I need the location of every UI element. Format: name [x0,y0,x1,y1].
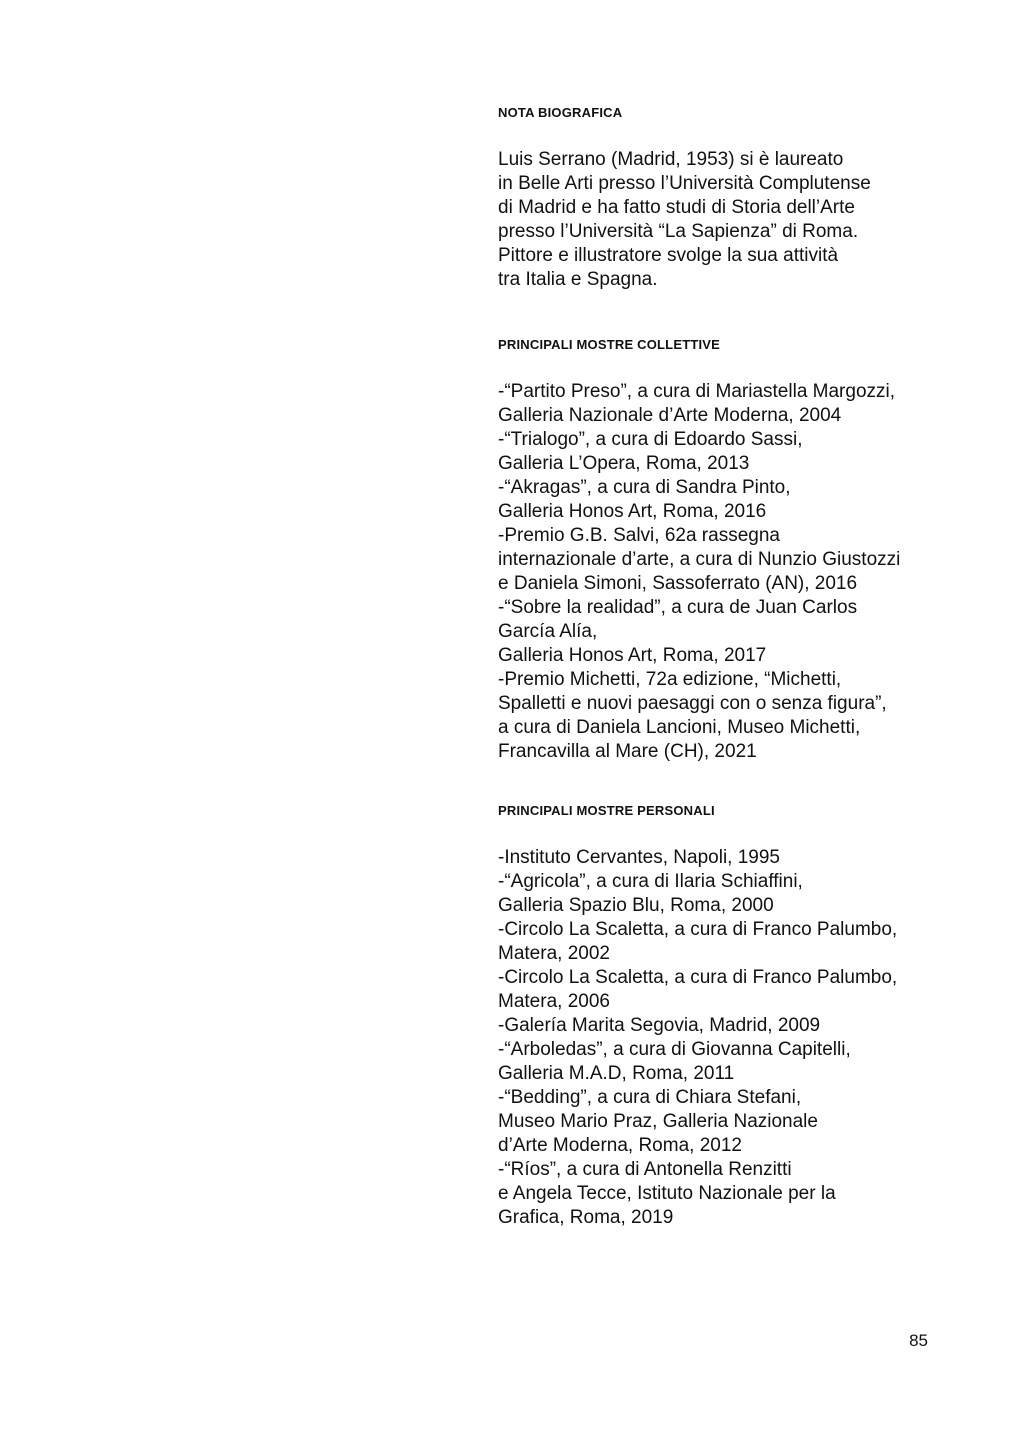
collective-line: internazionale d’arte, a cura di Nunzio Giustozzi [498,549,901,570]
bio-line: Luis Serrano (Madrid, 1953) si è laureato [498,149,844,170]
collective-line: Galleria Nazionale d’Arte Moderna, 2004 [498,405,842,426]
personal-line: -“Arboledas”, a cura di Giovanna Capitelli, [498,1039,851,1060]
personal-line: -Circolo La Scaletta, a cura di Franco Palumbo, [498,919,898,940]
collective-line: Galleria Honos Art, Roma, 2017 [498,645,767,666]
collective-exhibitions-list [498,380,968,764]
collective-line: -Premio G.B. Salvi, 62a rassegna [498,525,780,546]
collective-line: -Premio Michetti, 72a edizione, “Michetti, [498,669,842,690]
personal-line: -Instituto Cervantes, Napoli, 1995 [498,847,780,868]
bio-heading: NOTA BIOGRAFICA [498,105,623,120]
collective-line: Galleria Honos Art, Roma, 2016 [498,501,767,522]
personal-line: Museo Mario Praz, Galleria Nazionale [498,1111,818,1132]
personal-exhibitions-list [498,846,968,1230]
personal-line: Galleria M.A.D, Roma, 2011 [498,1063,735,1084]
collective-line: -“Partito Preso”, a cura di Mariastella Margozzi, [498,381,896,402]
personal-line: -“Bedding”, a cura di Chiara Stefani, [498,1087,802,1108]
personal-line: Galleria Spazio Blu, Roma, 2000 [498,895,774,916]
collective-exhibitions-heading: PRINCIPALI MOSTRE COLLETTIVE [498,337,721,352]
personal-line: -“Agricola”, a cura di Ilaria Schiaffini, [498,871,803,892]
personal-line: e Angela Tecce, Istituto Nazionale per la [498,1183,836,1204]
page-number: 85 [909,1331,928,1350]
collective-line: Spalletti e nuovi paesaggi con o senza figura”, [498,693,887,714]
personal-line: Matera, 2002 [498,943,610,964]
collective-line: a cura di Daniela Lancioni, Museo Michetti, [498,717,861,738]
personal-exhibitions-heading: PRINCIPALI MOSTRE PERSONALI [498,803,715,818]
personal-line: Matera, 2006 [498,991,610,1012]
collective-line: -“Sobre la realidad”, a cura de Juan Carlos [498,597,858,618]
personal-line: Grafica, Roma, 2019 [498,1207,674,1228]
collective-line: e Daniela Simoni, Sassoferrato (AN), 2016 [498,573,858,594]
collective-line: Francavilla al Mare (CH), 2021 [498,741,757,762]
collective-line: García Alía, [498,621,598,642]
text-column [498,104,968,1230]
bio-paragraph [498,148,968,292]
personal-line: -Circolo La Scaletta, a cura di Franco Palumbo, [498,967,898,988]
bio-line: di Madrid e ha fatto studi di Storia dell’Arte [498,197,855,218]
collective-line: -“Akragas”, a cura di Sandra Pinto, [498,477,791,498]
bio-line: tra Italia e Spagna. [498,269,658,290]
collective-line: Galleria L’Opera, Roma, 2013 [498,453,750,474]
personal-line: d’Arte Moderna, Roma, 2012 [498,1135,742,1156]
bio-line: Pittore e illustratore svolge la sua attività [498,245,839,266]
personal-line: -Galería Marita Segovia, Madrid, 2009 [498,1015,821,1036]
bio-line: in Belle Arti presso l’Università Complutense [498,173,871,194]
bio-line: presso l’Università “La Sapienza” di Roma. [498,221,859,242]
collective-line: -“Trialogo”, a cura di Edoardo Sassi, [498,429,803,450]
personal-line: -“Ríos”, a cura di Antonella Renzitti [498,1159,792,1180]
